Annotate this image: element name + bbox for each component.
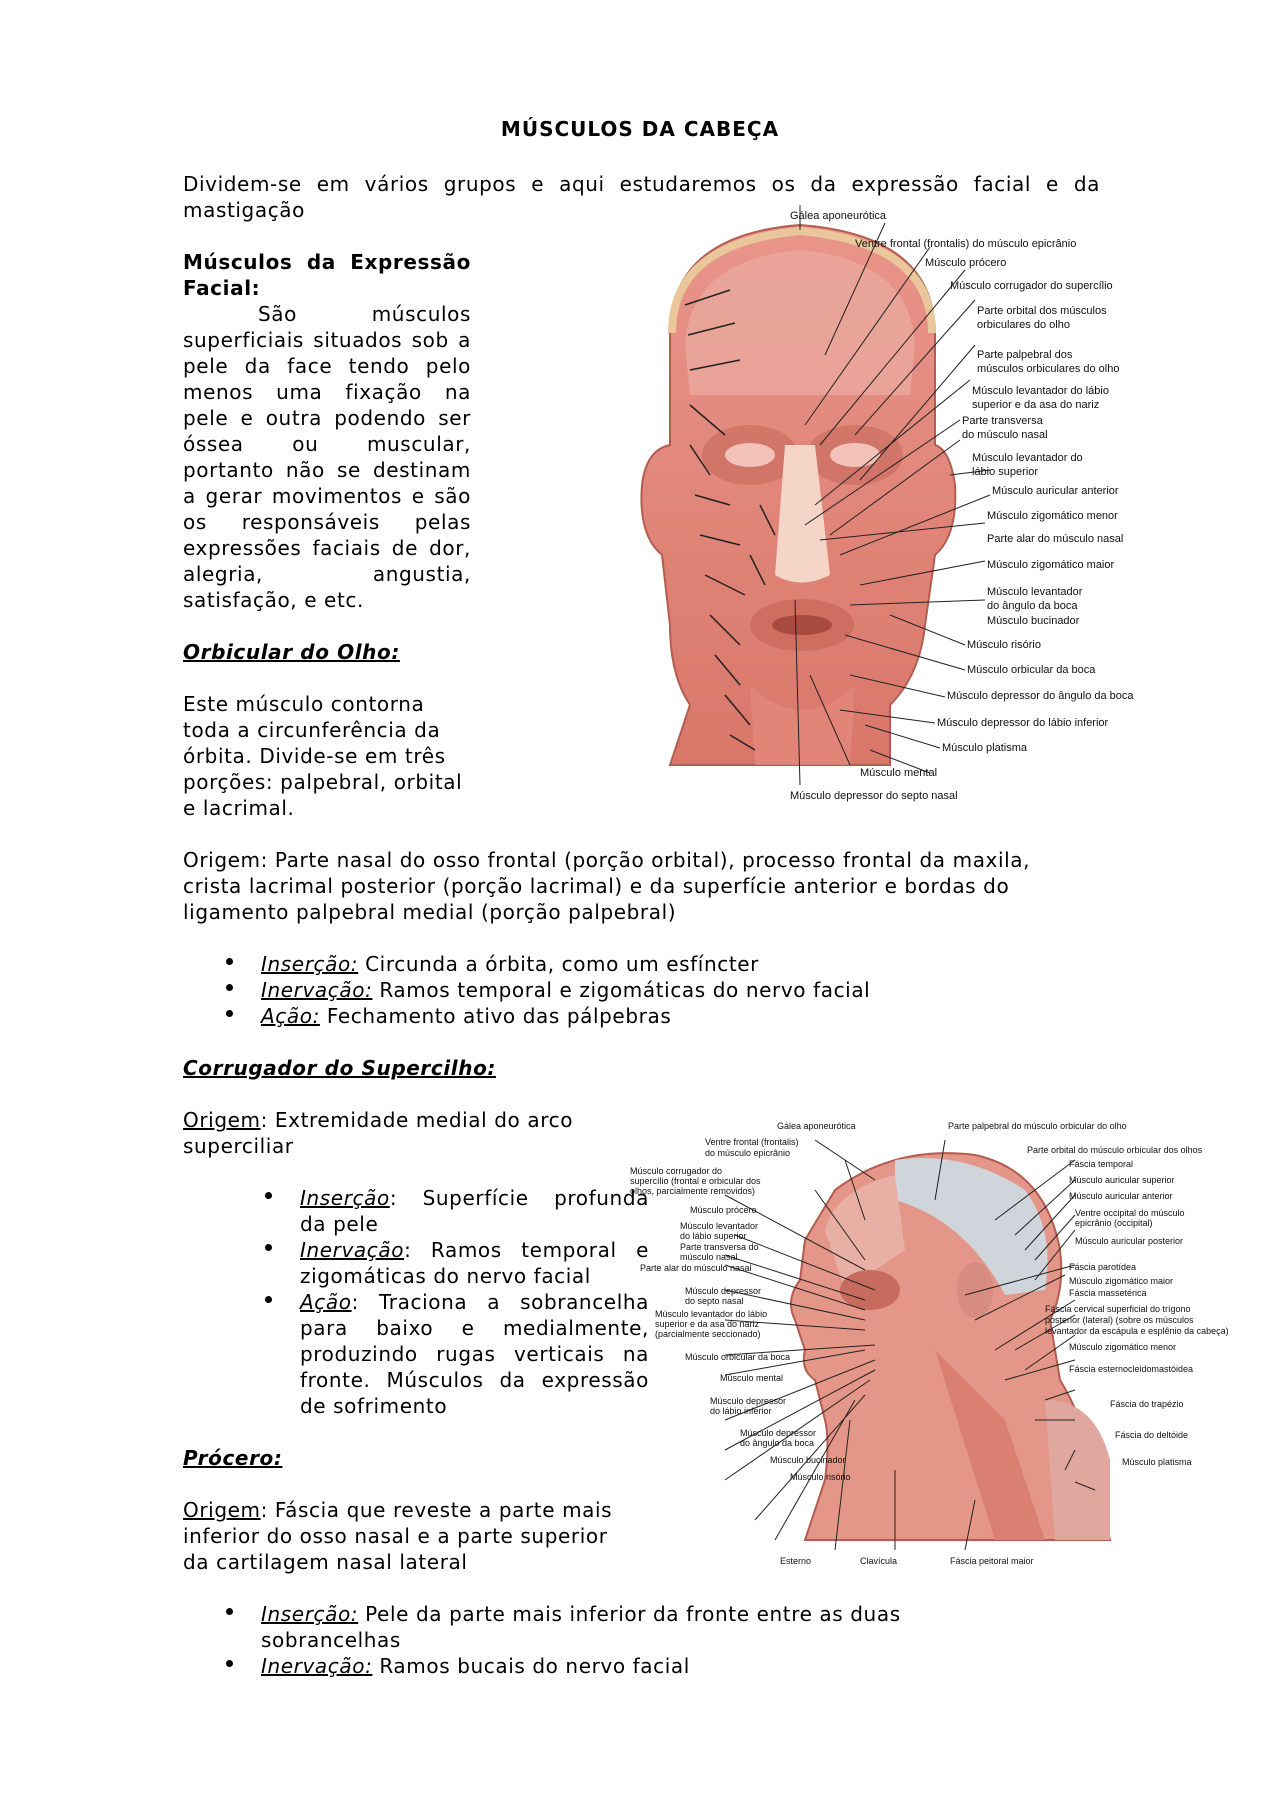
figure-label: Músculo depressor bbox=[685, 1286, 762, 1296]
figure-label: Parte palpebral do músculo orbicular do olho bbox=[948, 1121, 1127, 1131]
section-heading-corrugador: Corrugador do Supercilho: bbox=[183, 1056, 497, 1080]
figure-label: Músculo mental bbox=[860, 767, 938, 779]
expressao-text: pele da face tendo pelo bbox=[183, 354, 471, 378]
corrugador-acao: fronte. Músculos da expressão bbox=[300, 1368, 649, 1392]
figure-label: Fáscia do trapézio bbox=[1110, 1399, 1184, 1409]
figure-face-muscles-frontal bbox=[590, 205, 1190, 810]
procero-origem: inferior do osso nasal e a parte superior bbox=[183, 1524, 608, 1548]
bullet bbox=[226, 1608, 233, 1615]
figure-label: Músculo levantador bbox=[680, 1221, 759, 1231]
figure-label: Músculo auricular superior bbox=[1069, 1175, 1175, 1185]
section-heading-orbicular: Orbicular do Olho: bbox=[183, 640, 400, 664]
figure-label: Ventre frontal (frontalis) bbox=[705, 1137, 799, 1147]
figure-label: Músculo zigomático menor bbox=[1069, 1342, 1177, 1352]
orbicular-desc: e lacrimal. bbox=[183, 796, 295, 820]
expressao-text: pele e outra podendo ser bbox=[183, 406, 471, 430]
figure-label: Fáscia parotídea bbox=[1069, 1262, 1137, 1272]
figure-label: Músculo depressor bbox=[710, 1396, 787, 1406]
figure-label: (parcialmente seccionado) bbox=[655, 1329, 761, 1339]
section-heading-procero: Prócero: bbox=[183, 1446, 283, 1470]
figure-label: orbiculares do olho bbox=[977, 319, 1070, 331]
orbicular-origem: ligamento palpebral medial (porção palpebral) bbox=[183, 900, 677, 924]
figure-label: do lábio inferior bbox=[710, 1406, 772, 1416]
corrugador-acao: para baixo e medialmente, bbox=[300, 1316, 649, 1340]
figure-label: Músculo levantador do lábio bbox=[655, 1309, 768, 1319]
corrugador-inervacao: zigomáticas do nervo facial bbox=[300, 1264, 591, 1288]
expressao-text: satisfação, e etc. bbox=[183, 588, 364, 612]
corrugador-origem: Origem: Extremidade medial do arco bbox=[183, 1108, 574, 1132]
expressao-text: os responsáveis pelas bbox=[183, 510, 471, 534]
figure-label: Músculo zigomático menor bbox=[987, 510, 1118, 522]
figure-label: músculos orbiculares do olho bbox=[977, 363, 1120, 375]
orbicular-origem: crista lacrimal posterior (porção lacrimal) e da superfície anterior e bordas do bbox=[183, 874, 1010, 898]
expressao-text: expressões faciais de dor, bbox=[183, 536, 471, 560]
corrugador-origem: superciliar bbox=[183, 1134, 294, 1158]
figure-label: olhos, parcialmente removidos) bbox=[630, 1186, 756, 1196]
figure-label: Parte orbital dos músculos bbox=[977, 305, 1107, 317]
expressao-text: São músculos bbox=[258, 302, 471, 326]
figure-label: Músculo prócero bbox=[690, 1205, 757, 1215]
bullet bbox=[226, 1660, 233, 1667]
section-heading-expressao-1: Músculos da Expressão bbox=[183, 250, 471, 274]
figure-label: Gálea aponeurótica bbox=[790, 210, 887, 222]
expressao-text: óssea ou muscular, bbox=[183, 432, 471, 456]
procero-origem: da cartilagem nasal lateral bbox=[183, 1550, 468, 1574]
figure-label: Músculo zigomático maior bbox=[1069, 1276, 1174, 1286]
figure-label: Fáscia do deltóide bbox=[1115, 1430, 1189, 1440]
figure-label: supercílio (frontal e orbicular dos bbox=[630, 1176, 761, 1186]
figure-label: Ventre occipital do músculo bbox=[1075, 1208, 1185, 1218]
figure-label: Músculo platisma bbox=[1122, 1457, 1192, 1467]
orbicular-desc: porções: palpebral, orbital bbox=[183, 770, 463, 794]
figure-label: Músculo prócero bbox=[925, 257, 1007, 269]
figure-label: Clavícula bbox=[860, 1556, 898, 1566]
expressao-text: portanto não se destinam bbox=[183, 458, 471, 482]
figure-label: epicrânio (occipital) bbox=[1075, 1218, 1153, 1228]
figure-label: Músculo corrugador do supercílio bbox=[950, 280, 1113, 292]
bullet bbox=[265, 1244, 272, 1251]
figure-label: Gálea aponeurótica bbox=[777, 1121, 856, 1131]
figure-label: Parte palpebral dos bbox=[977, 349, 1073, 361]
figure-label: do ângulo da boca bbox=[987, 600, 1078, 612]
corrugador-acao: Ação: Traciona a sobrancelha bbox=[300, 1290, 649, 1314]
intro-line-1: Dividem-se em vários grupos e aqui estudaremos os da expressão facial e da bbox=[183, 172, 1100, 196]
corrugador-acao: de sofrimento bbox=[300, 1394, 448, 1418]
corrugador-inervacao: Inervação: Ramos temporal e bbox=[300, 1238, 649, 1262]
figure-face-muscles-lateral bbox=[630, 1120, 1240, 1570]
figure-label: Parte transversa do bbox=[680, 1242, 759, 1252]
figure-label: Músculo zigomático maior bbox=[987, 559, 1115, 571]
figure-label: superior e da asa do nariz bbox=[655, 1319, 760, 1329]
figure-label: Músculo orbicular da boca bbox=[967, 664, 1096, 676]
orbicular-insercao: Inserção: Circunda a órbita, como um esfíncter bbox=[261, 952, 759, 976]
bullet bbox=[226, 958, 233, 965]
figure-label: do lábio superior bbox=[680, 1231, 747, 1241]
bullet bbox=[265, 1192, 272, 1199]
bullet bbox=[226, 984, 233, 991]
figure-label: Parte transversa bbox=[962, 415, 1043, 427]
figure-label: levantador da escápula e esplênio da cabeça) bbox=[1045, 1326, 1229, 1336]
figure-label: lábio superior bbox=[972, 466, 1039, 478]
figure-label: Músculo corrugador do bbox=[630, 1166, 723, 1176]
figure-label: do músculo nasal bbox=[962, 429, 1048, 441]
figure-label: Fáscia peitoral maior bbox=[950, 1556, 1034, 1566]
page-title: MÚSCULOS DA CABEÇA bbox=[500, 117, 780, 141]
figure-label: Músculo levantador do bbox=[972, 452, 1083, 464]
section-heading-expressao-2: Facial: bbox=[183, 276, 261, 300]
procero-insercao: Inserção: Pele da parte mais inferior da fronte entre as duas bbox=[261, 1602, 901, 1626]
figure-label: Músculo depressor do ângulo da boca bbox=[947, 690, 1134, 702]
bullet bbox=[265, 1296, 272, 1303]
figure-label: Esterno bbox=[780, 1556, 812, 1566]
orbicular-origem: Origem: Parte nasal do osso frontal (porção orbital), processo frontal da maxila, bbox=[183, 848, 1031, 872]
orbicular-inervacao: Inervação: Ramos temporal e zigomáticas do nervo facial bbox=[261, 978, 871, 1002]
expressao-text: superficiais situados sob a bbox=[183, 328, 471, 352]
figure-label: Parte alar do músculo nasal bbox=[640, 1263, 752, 1273]
orbicular-acao: Ação: Fechamento ativo das pálpebras bbox=[261, 1004, 672, 1028]
figure-label: Músculo depressor do lábio inferior bbox=[937, 717, 1109, 729]
figure-label: Fáscia massetérica bbox=[1069, 1288, 1147, 1298]
corrugador-acao: produzindo rugas verticais na bbox=[300, 1342, 649, 1366]
figure-label: Músculo bucinador bbox=[770, 1455, 846, 1465]
figure-label: do músculo epicrânio bbox=[705, 1148, 791, 1158]
figure-label: Músculo risório bbox=[967, 639, 1041, 651]
procero-inervacao: Inervação: Ramos bucais do nervo facial bbox=[261, 1654, 690, 1678]
corrugador-insercao: da pele bbox=[300, 1212, 379, 1236]
figure-label: Fáscia cervical superficial do trígono bbox=[1045, 1304, 1191, 1314]
orbicular-desc: Este músculo contorna bbox=[183, 692, 425, 716]
figure-label: do septo nasal bbox=[685, 1296, 744, 1306]
orbicular-desc: órbita. Divide-se em três bbox=[183, 744, 446, 768]
bullet bbox=[226, 1010, 233, 1017]
intro-line-2: mastigação bbox=[183, 198, 305, 222]
figure-label: Músculo levantador bbox=[987, 586, 1083, 598]
figure-label: Músculo mental bbox=[720, 1373, 784, 1383]
figure-label: Fáscia temporal bbox=[1069, 1159, 1134, 1169]
figure-label: Músculo depressor do septo nasal bbox=[790, 790, 958, 802]
figure-label: Músculo platisma bbox=[942, 742, 1027, 754]
figure-label: Ventre frontal (frontalis) do músculo epicrânio bbox=[855, 238, 1077, 250]
procero-origem: Origem: Fáscia que reveste a parte mais bbox=[183, 1498, 613, 1522]
figure-label: posterior (lateral) (sobre os músculos bbox=[1045, 1315, 1194, 1325]
figure-label: Parte alar do músculo nasal bbox=[987, 533, 1124, 545]
figure-label: Músculo risório bbox=[790, 1472, 851, 1482]
orbicular-desc: toda a circunferência da bbox=[183, 718, 441, 742]
figure-label: Fáscia esternocleidomastóidea bbox=[1069, 1364, 1194, 1374]
expressao-text: a gerar movimentos e são bbox=[183, 484, 471, 508]
figure-label: Músculo depressor bbox=[740, 1428, 817, 1438]
figure-label: Músculo auricular posterior bbox=[1075, 1236, 1184, 1246]
figure-label: músculo nasal bbox=[680, 1252, 738, 1262]
expressao-text: menos uma fixação na bbox=[183, 380, 471, 404]
figure-label: do ângulo da boca bbox=[740, 1438, 815, 1448]
expressao-text: alegria, angustia, bbox=[183, 562, 471, 586]
procero-insercao: sobrancelhas bbox=[261, 1628, 401, 1652]
figure-label: Músculo auricular anterior bbox=[1069, 1191, 1173, 1201]
figure-label: Músculo bucinador bbox=[987, 615, 1080, 627]
figure-label: Músculo orbicular da boca bbox=[685, 1352, 791, 1362]
figure-label: superior e da asa do nariz bbox=[972, 399, 1100, 411]
corrugador-insercao: Inserção: Superfície profunda bbox=[300, 1186, 649, 1210]
figure-label: Músculo levantador do lábio bbox=[972, 385, 1109, 397]
figure-label: Músculo auricular anterior bbox=[992, 485, 1119, 497]
figure-label: Parte orbital do músculo orbicular dos olhos bbox=[1027, 1145, 1203, 1155]
